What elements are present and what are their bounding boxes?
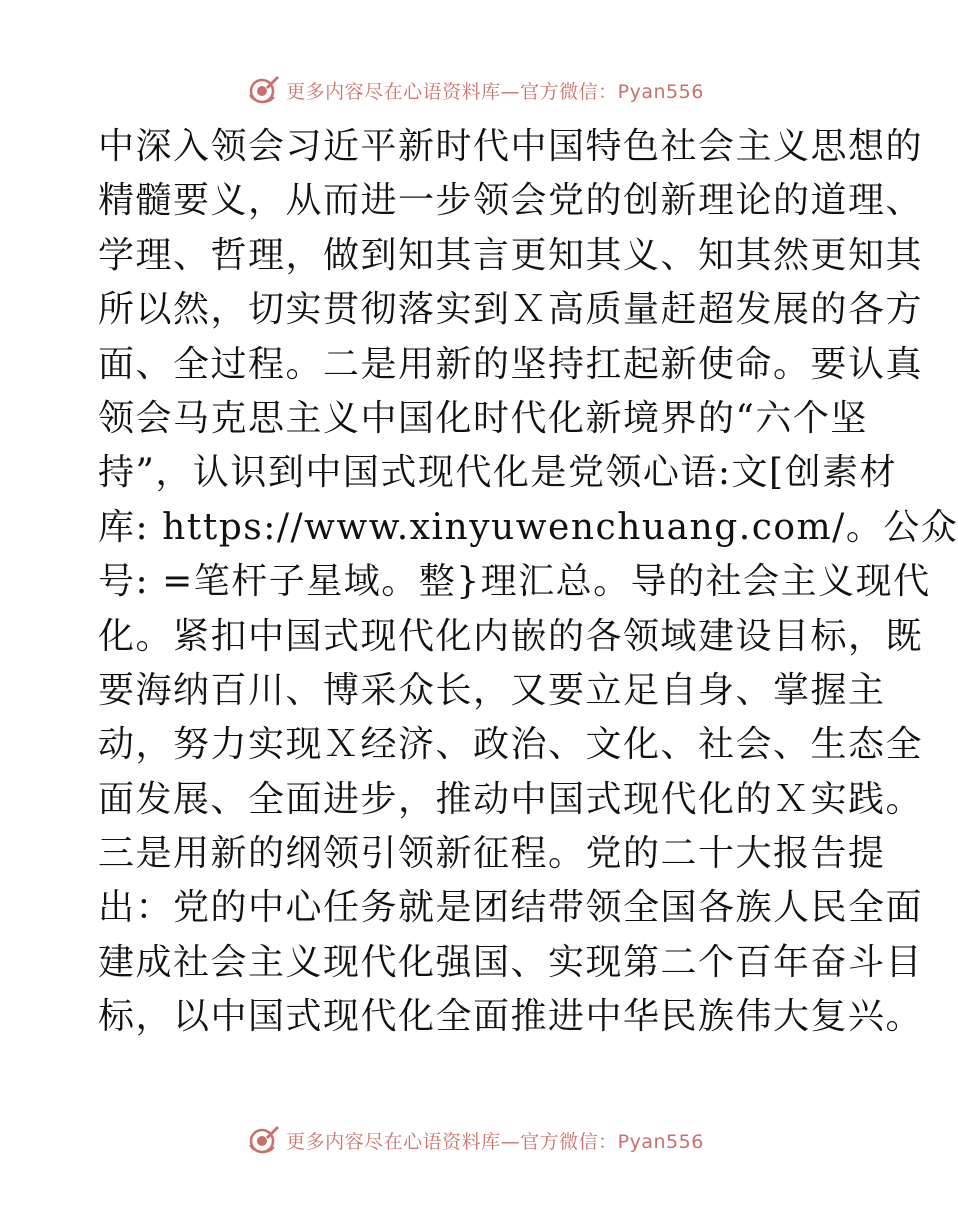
pen-logo-icon (246, 73, 280, 107)
watermark-text: 更多内容尽在心语资料库—官方微信：Pyan556 (286, 80, 704, 103)
text-line: 面发展、全面进步，推动中国式现代化的Ｘ实践。 (98, 778, 924, 820)
text-line: 标，以中国式现代化全面推进中华民族伟大复兴。 (98, 996, 924, 1038)
text-line: 面、全过程。二是用新的坚持扛起新使命。要认真 (98, 343, 924, 385)
header-watermark (0, 70, 950, 110)
text-line: 学理、哲理，做到知其言更知其义、知其然更知其 (98, 234, 924, 276)
watermark-text: 更多内容尽在心语资料库—官方微信：Pyan556 (286, 1130, 704, 1153)
text-line: 建成社会主义现代化强国、实现第二个百年奋斗目 (98, 941, 924, 983)
text-line: 动，努力实现Ｘ经济、政治、文化、社会、生态全 (98, 724, 924, 766)
pen-logo-icon (246, 1123, 280, 1157)
text-line: 领会马克思主义中国化时代化新境界的“六个坚 (98, 397, 868, 439)
text-line: 要海纳百川、博采众长，又要立足自身、掌握主 (98, 669, 886, 711)
text-line: 持”，认识到中国式现代化是党领心语:文[创素材 (98, 452, 898, 494)
document-body (98, 120, 958, 1045)
footer-watermark (0, 1120, 950, 1160)
text-line: 号: =笔杆子星域。整}理汇总。导的社会主义现代 (98, 561, 931, 603)
text-line: 精髓要义，从而进一步领会党的创新理论的道理、 (98, 180, 924, 222)
text-line: 出：党的中心任务就是团结带领全国各族人民全面 (98, 887, 924, 929)
text-line: 所以然，切实贯彻落实到Ｘ高质量赶超发展的各方 (98, 289, 924, 331)
text-line: 库: https://www.xinyuwenchuang.com/。公众 (98, 506, 958, 548)
text-line: 三是用新的纲领引领新征程。党的二十大报告提 (98, 833, 886, 875)
text-line: 化。紧扣中国式现代化内嵌的各领域建设目标，既 (98, 615, 924, 657)
text-line: 中深入领会习近平新时代中国特色社会主义思想的 (98, 126, 924, 167)
